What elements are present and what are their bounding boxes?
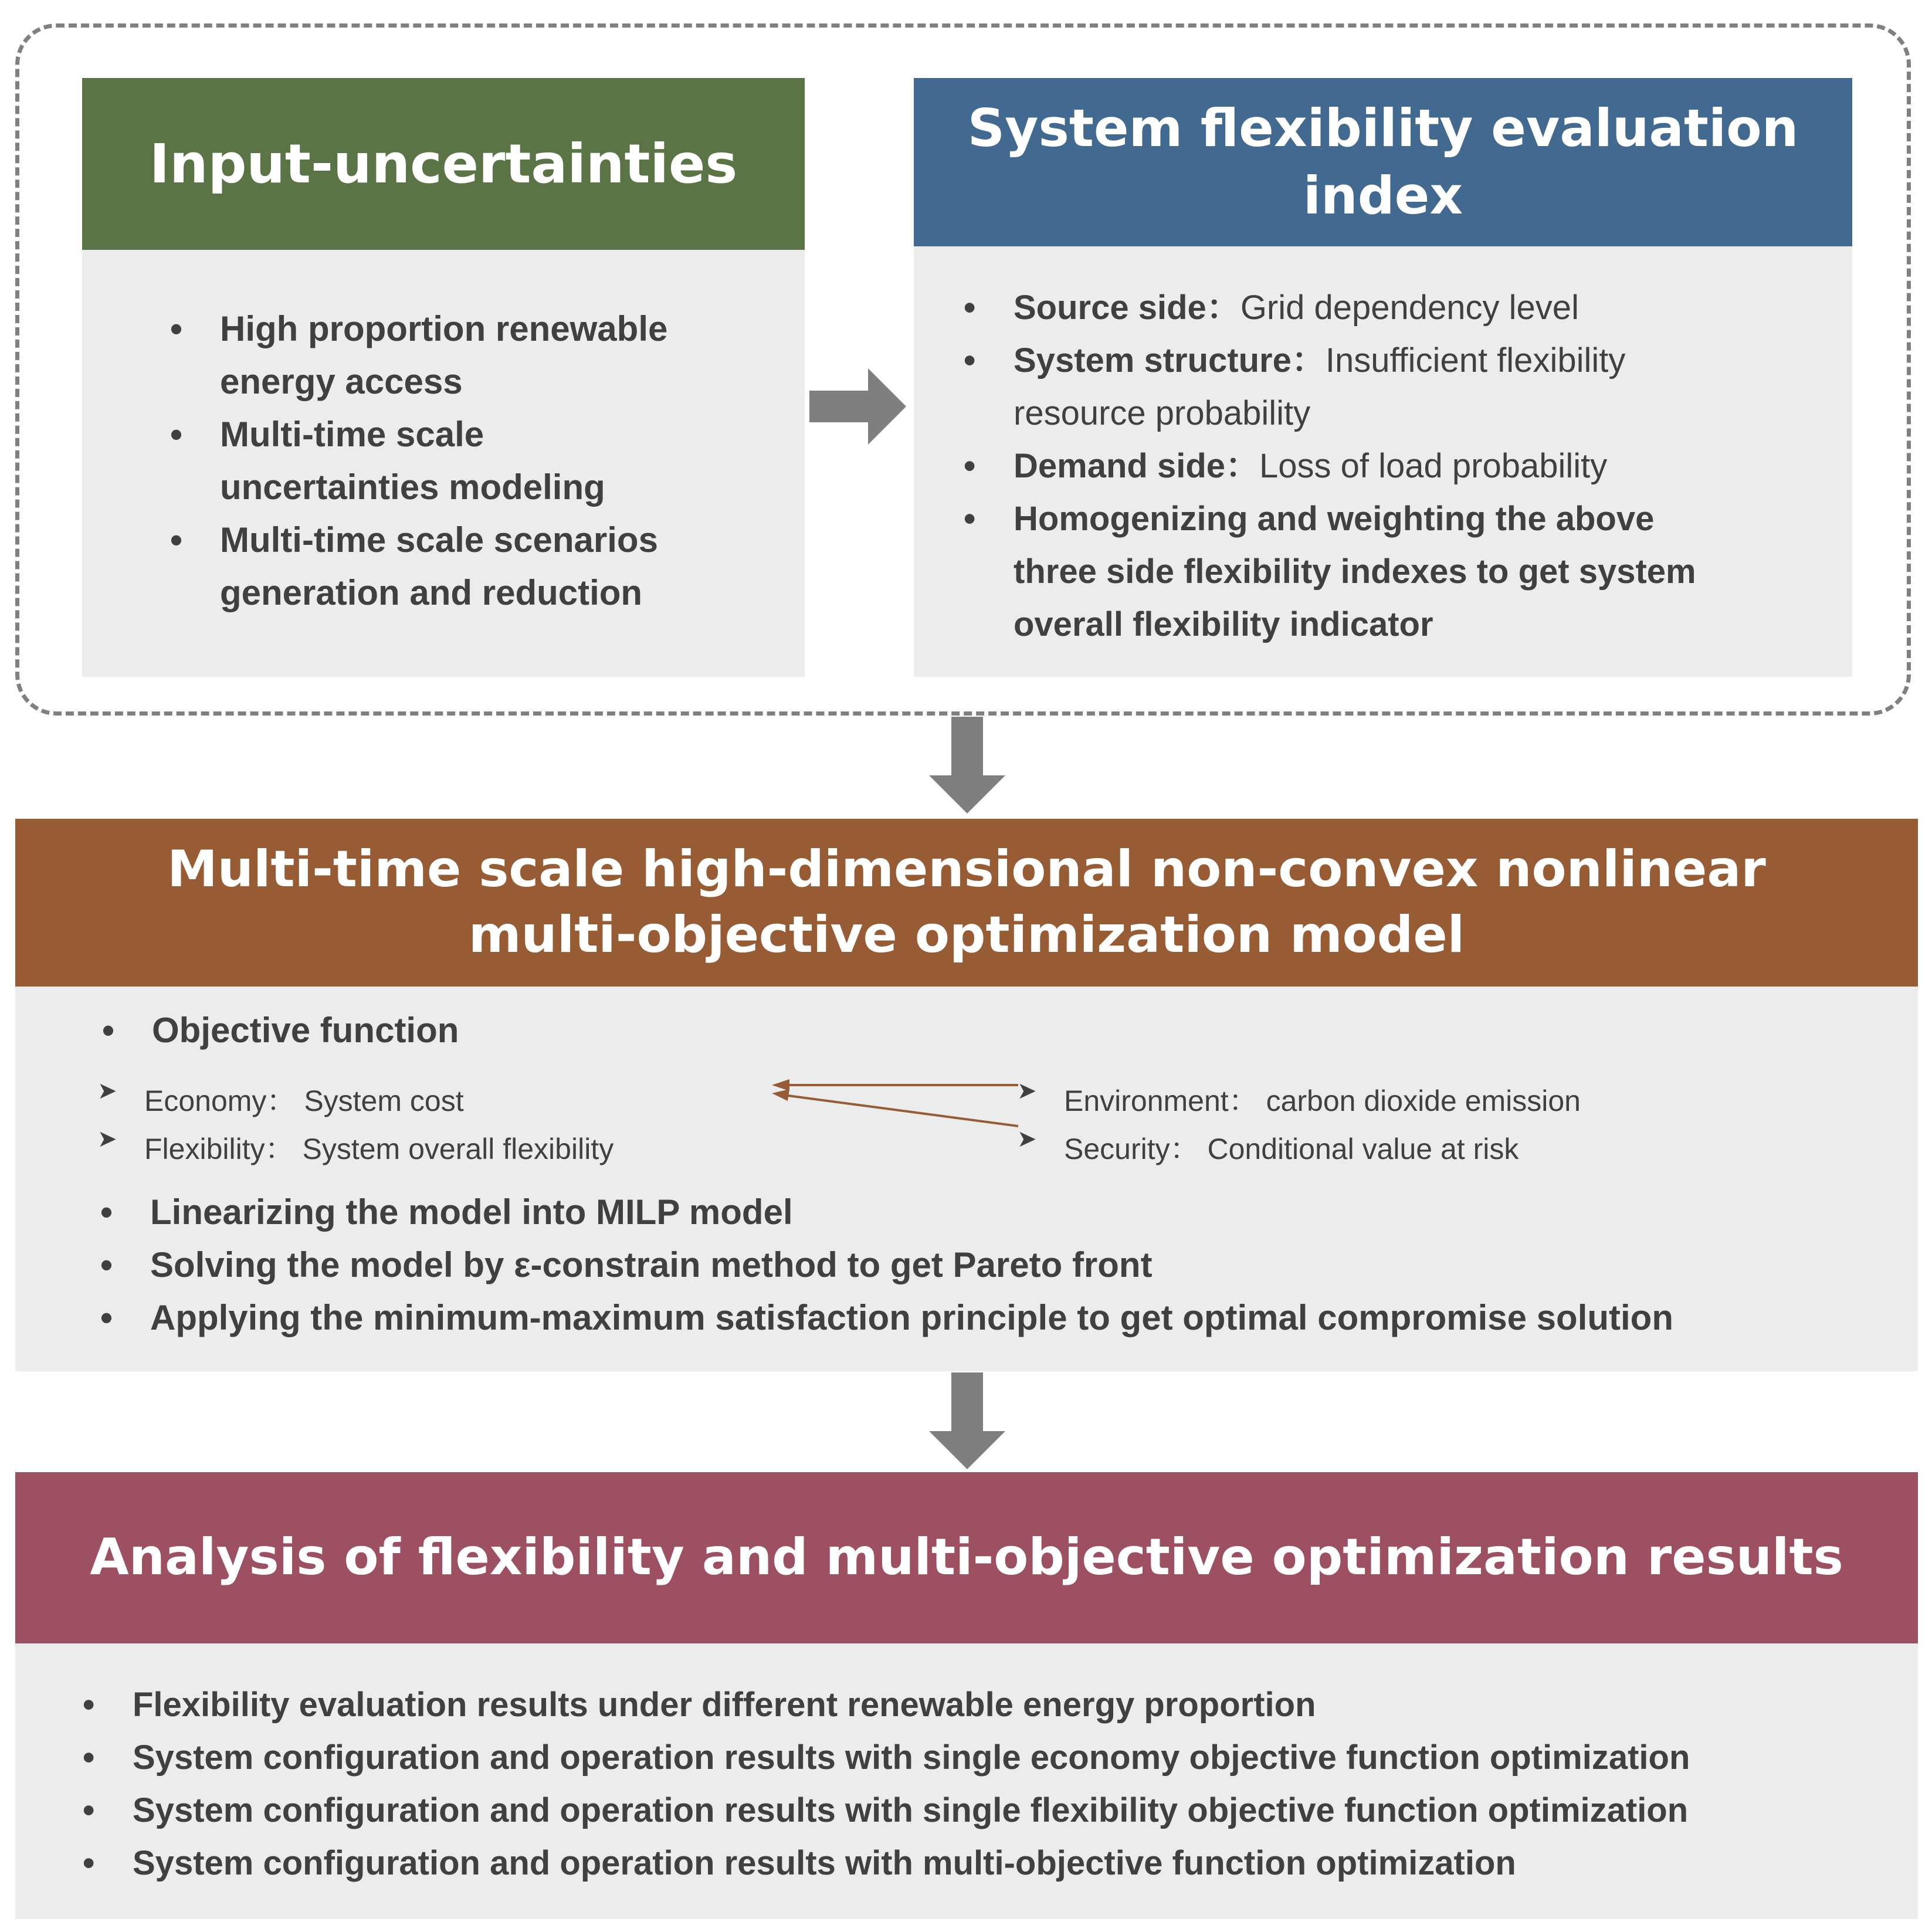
input-item: • Multi-time scale uncertainties modeling bbox=[170, 415, 605, 507]
arrowhead-bullet-icon: ➤ bbox=[97, 1126, 117, 1152]
arrowhead-bullet-icon: ➤ bbox=[1017, 1126, 1037, 1152]
model-step-item: • Solving the model by ε-constrain method to get Pareto front bbox=[100, 1245, 1153, 1284]
input-item: • Multi-time scale scenarios generation and reduction bbox=[170, 520, 658, 612]
arrowhead-bullet-icon: ➤ bbox=[97, 1078, 117, 1104]
model-step-item: • Applying the minimum-maximum satisfaction principle to get optimal compromise solution bbox=[100, 1298, 1673, 1337]
evaluation-index-header: System flexibility evaluation index bbox=[914, 78, 1852, 246]
analysis-item: • System configuration and operation results with single economy objective function optimization bbox=[83, 1738, 1690, 1777]
objective-flexibility: ➤ Flexibility： System overall flexibility bbox=[97, 1126, 614, 1165]
analysis-results-header: Analysis of flexibility and multi-objective optimization results bbox=[15, 1472, 1918, 1643]
analysis-item: • Flexibility evaluation results under different renewable energy proportion bbox=[83, 1686, 1316, 1724]
evaluation-item-source: • Source side：Grid dependency level bbox=[964, 289, 1579, 327]
objective-security: ➤ Security： Conditional value at risk bbox=[1017, 1126, 1519, 1165]
optimization-model-header: Multi-time scale high-dimensional non-convex nonlinear multi-objective optimization model bbox=[15, 819, 1918, 987]
input-uncertainties-title: Input-uncertainties bbox=[149, 132, 738, 195]
objective-function-item: • Objective function bbox=[102, 1011, 459, 1050]
right-arrow-icon bbox=[809, 368, 909, 445]
analysis-results-panel bbox=[15, 1643, 1918, 1919]
objective-economy: ➤ Economy： System cost bbox=[97, 1078, 464, 1117]
objective-environment: ➤ Environment： carbon dioxide emission bbox=[1017, 1078, 1581, 1117]
arrowhead-bullet-icon: ➤ bbox=[1017, 1078, 1037, 1104]
input-uncertainties-panel bbox=[82, 250, 805, 677]
optimization-model-panel bbox=[15, 987, 1918, 1371]
evaluation-item-homogenize: • Homogenizing and weighting the above three side flexibility indexes to get system overall flexibility indicator bbox=[964, 500, 1696, 643]
evaluation-index-panel bbox=[914, 246, 1852, 677]
input-item: • High proportion renewable energy access bbox=[170, 309, 668, 401]
input-uncertainties-header bbox=[82, 78, 805, 250]
down-arrow-icon bbox=[929, 717, 1005, 816]
objective-link-arrows-icon bbox=[766, 1075, 1024, 1139]
evaluation-item-demand: • Demand side：Loss of load probability bbox=[964, 447, 1608, 485]
analysis-item: • System configuration and operation results with multi-objective function optimization bbox=[83, 1844, 1516, 1882]
analysis-item: • System configuration and operation results with single flexibility objective function optimization bbox=[83, 1791, 1689, 1829]
evaluation-item-structure: • System structure：Insufficient flexibility resource probability bbox=[964, 341, 1626, 432]
down-arrow-icon bbox=[929, 1372, 1005, 1472]
model-step-item: • Linearizing the model into MILP model bbox=[100, 1192, 793, 1232]
